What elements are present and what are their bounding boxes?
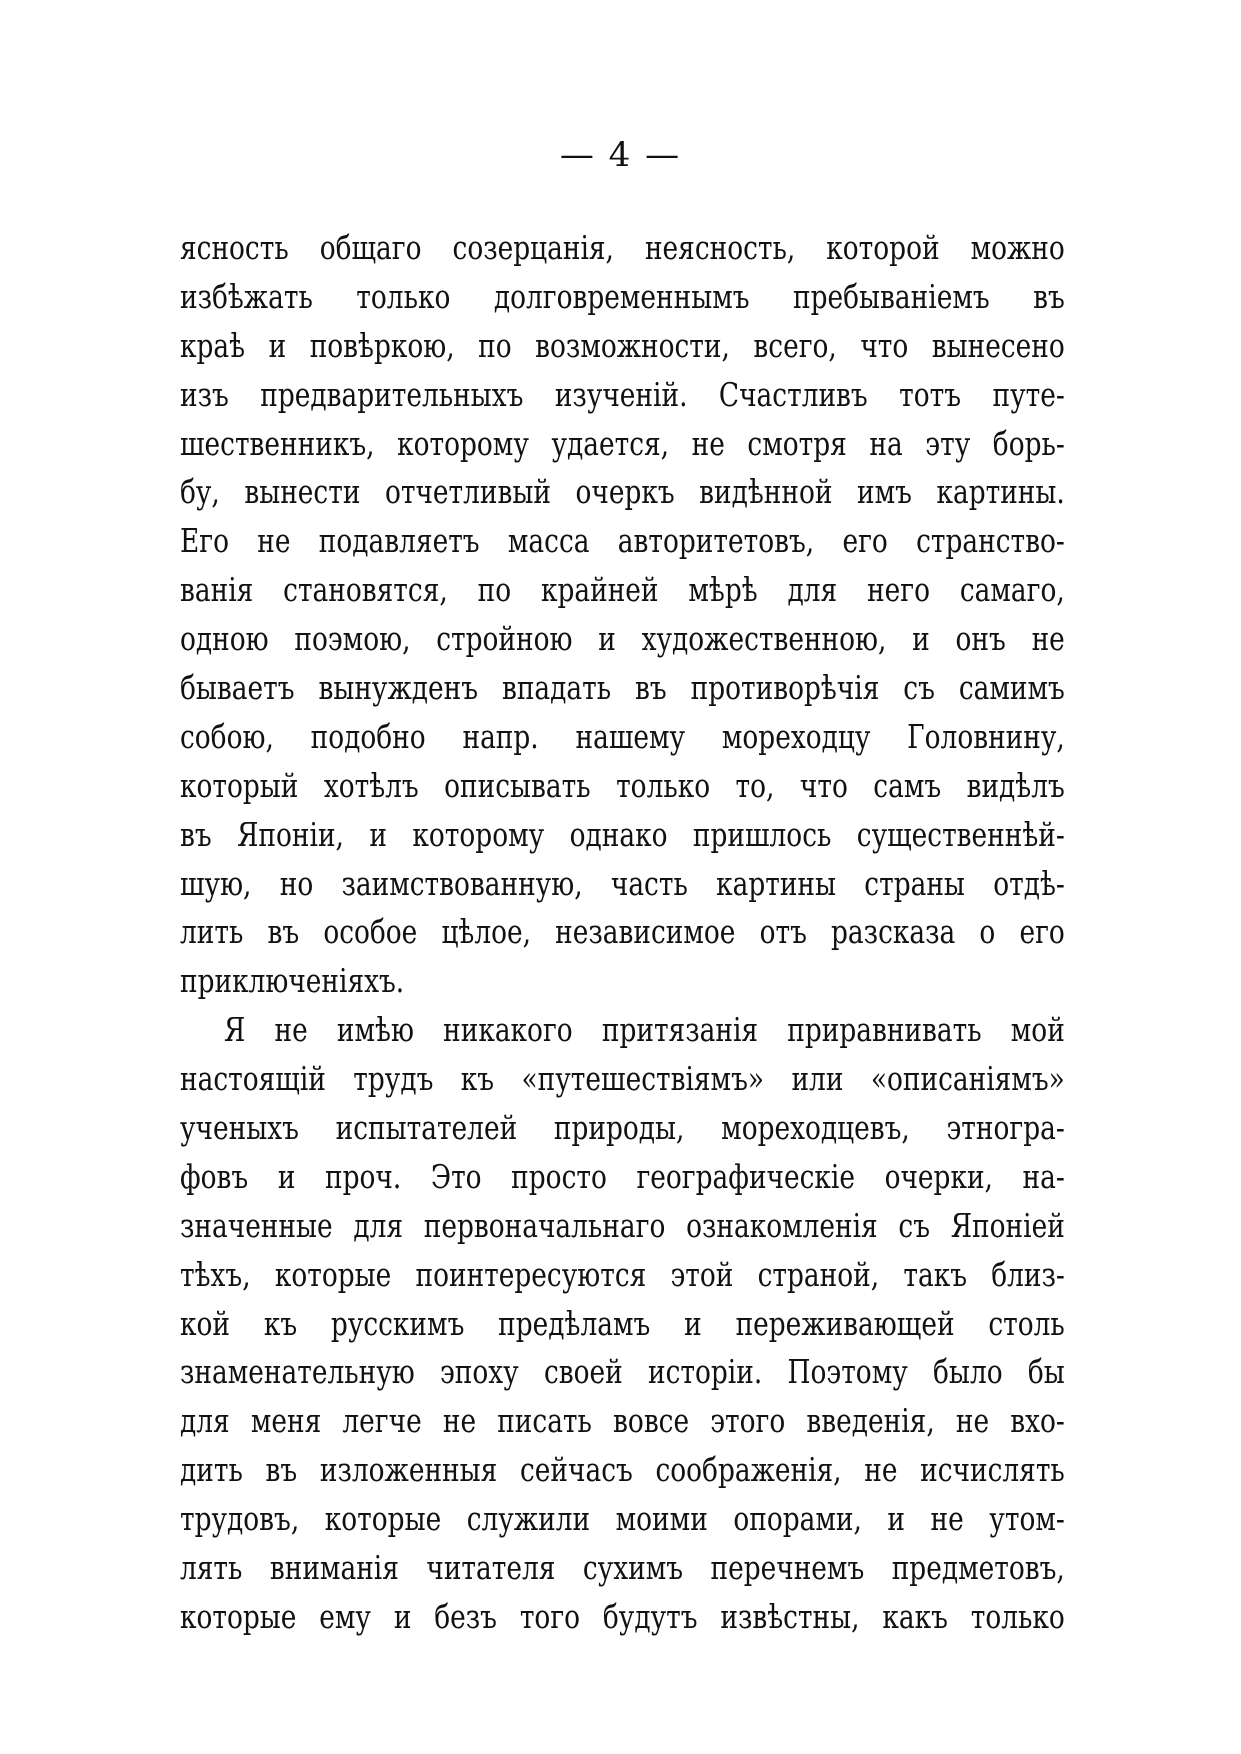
text-line: Его не подавляетъ масса авторитетовъ, его странство- [180, 521, 1065, 561]
text-line: одною поэмою, стройною и художественною, и онъ не [180, 619, 1065, 659]
page-number: — 4 — [559, 135, 682, 175]
text-line: трудовъ, которые служили моими опорами, и не утом- [180, 1499, 1065, 1539]
text-line: краѣ и повѣркою, по возможности, всего, что вынесено [180, 325, 1065, 365]
paragraph-2 [180, 1006, 1065, 1642]
text-line: бываетъ вынужденъ впадать въ противорѣчія съ самимъ [180, 668, 1065, 708]
text-line: значенные для первоначальнаго ознакомленія съ Японіей [180, 1205, 1065, 1245]
text-line: знаменательную эпоху своей исторіи. Поэтому было бы [180, 1352, 1065, 1392]
text-line: изъ предварительныхъ изученій. Счастливъ тотъ путе- [180, 374, 1065, 414]
text-line: дить въ изложенныя сейчасъ соображенія, не исчислять [180, 1450, 1065, 1490]
text-line: въ Японіи, и которому однако пришлось существеннѣй- [180, 814, 1065, 854]
text-line: который хотѣлъ описывать только то, что самъ видѣлъ [180, 765, 1065, 805]
text-line: лить въ особое цѣлое, независимое отъ разсказа о его [180, 912, 1065, 952]
text-line: бу, вынести отчетливый очеркъ видѣнной имъ картины. [180, 472, 1065, 512]
paragraph-1 [180, 224, 1065, 1006]
text-line: лять вниманія читателя сухимъ перечнемъ предметовъ, [180, 1548, 1065, 1588]
text-line: тѣхъ, которые поинтересуются этой страной, такъ близ- [180, 1254, 1065, 1294]
body-text [180, 224, 1065, 1642]
text-line: кой къ русскимъ предѣламъ и переживающей столь [180, 1303, 1065, 1343]
text-line: избѣжать только долговременнымъ пребываніемъ въ [180, 276, 1065, 316]
text-line: шественникъ, которому удается, не смотря на эту борь- [180, 423, 1065, 463]
text-line: для меня легче не писать вовсе этого введенія, не вхо- [180, 1401, 1065, 1441]
text-line: ясность общаго созерцанія, неясность, которой можно [180, 228, 1065, 267]
text-line: собою, подобно напр. нашему мореходцу Головнину, [180, 716, 1065, 756]
text-line: ученыхъ испытателей природы, мореходцевъ, этногра- [180, 1108, 1065, 1148]
text-line: приключеніяхъ. [180, 961, 405, 1001]
text-line: настоящій трудъ къ «путешествіямъ» или «описаніямъ» [180, 1059, 1065, 1099]
text-line: ванія становятся, по крайней мѣрѣ для него самаго, [180, 570, 1065, 610]
text-line: Я не имѣю никакого притязанія приравнивать мой [224, 1010, 1065, 1050]
text-line: которые ему и безъ того будутъ извѣстны, какъ только [180, 1596, 1065, 1636]
text-line: шую, но заимствованную, часть картины страны отдѣ- [180, 863, 1065, 903]
text-line: фовъ и проч. Это просто географическіе очерки, на- [180, 1156, 1065, 1196]
